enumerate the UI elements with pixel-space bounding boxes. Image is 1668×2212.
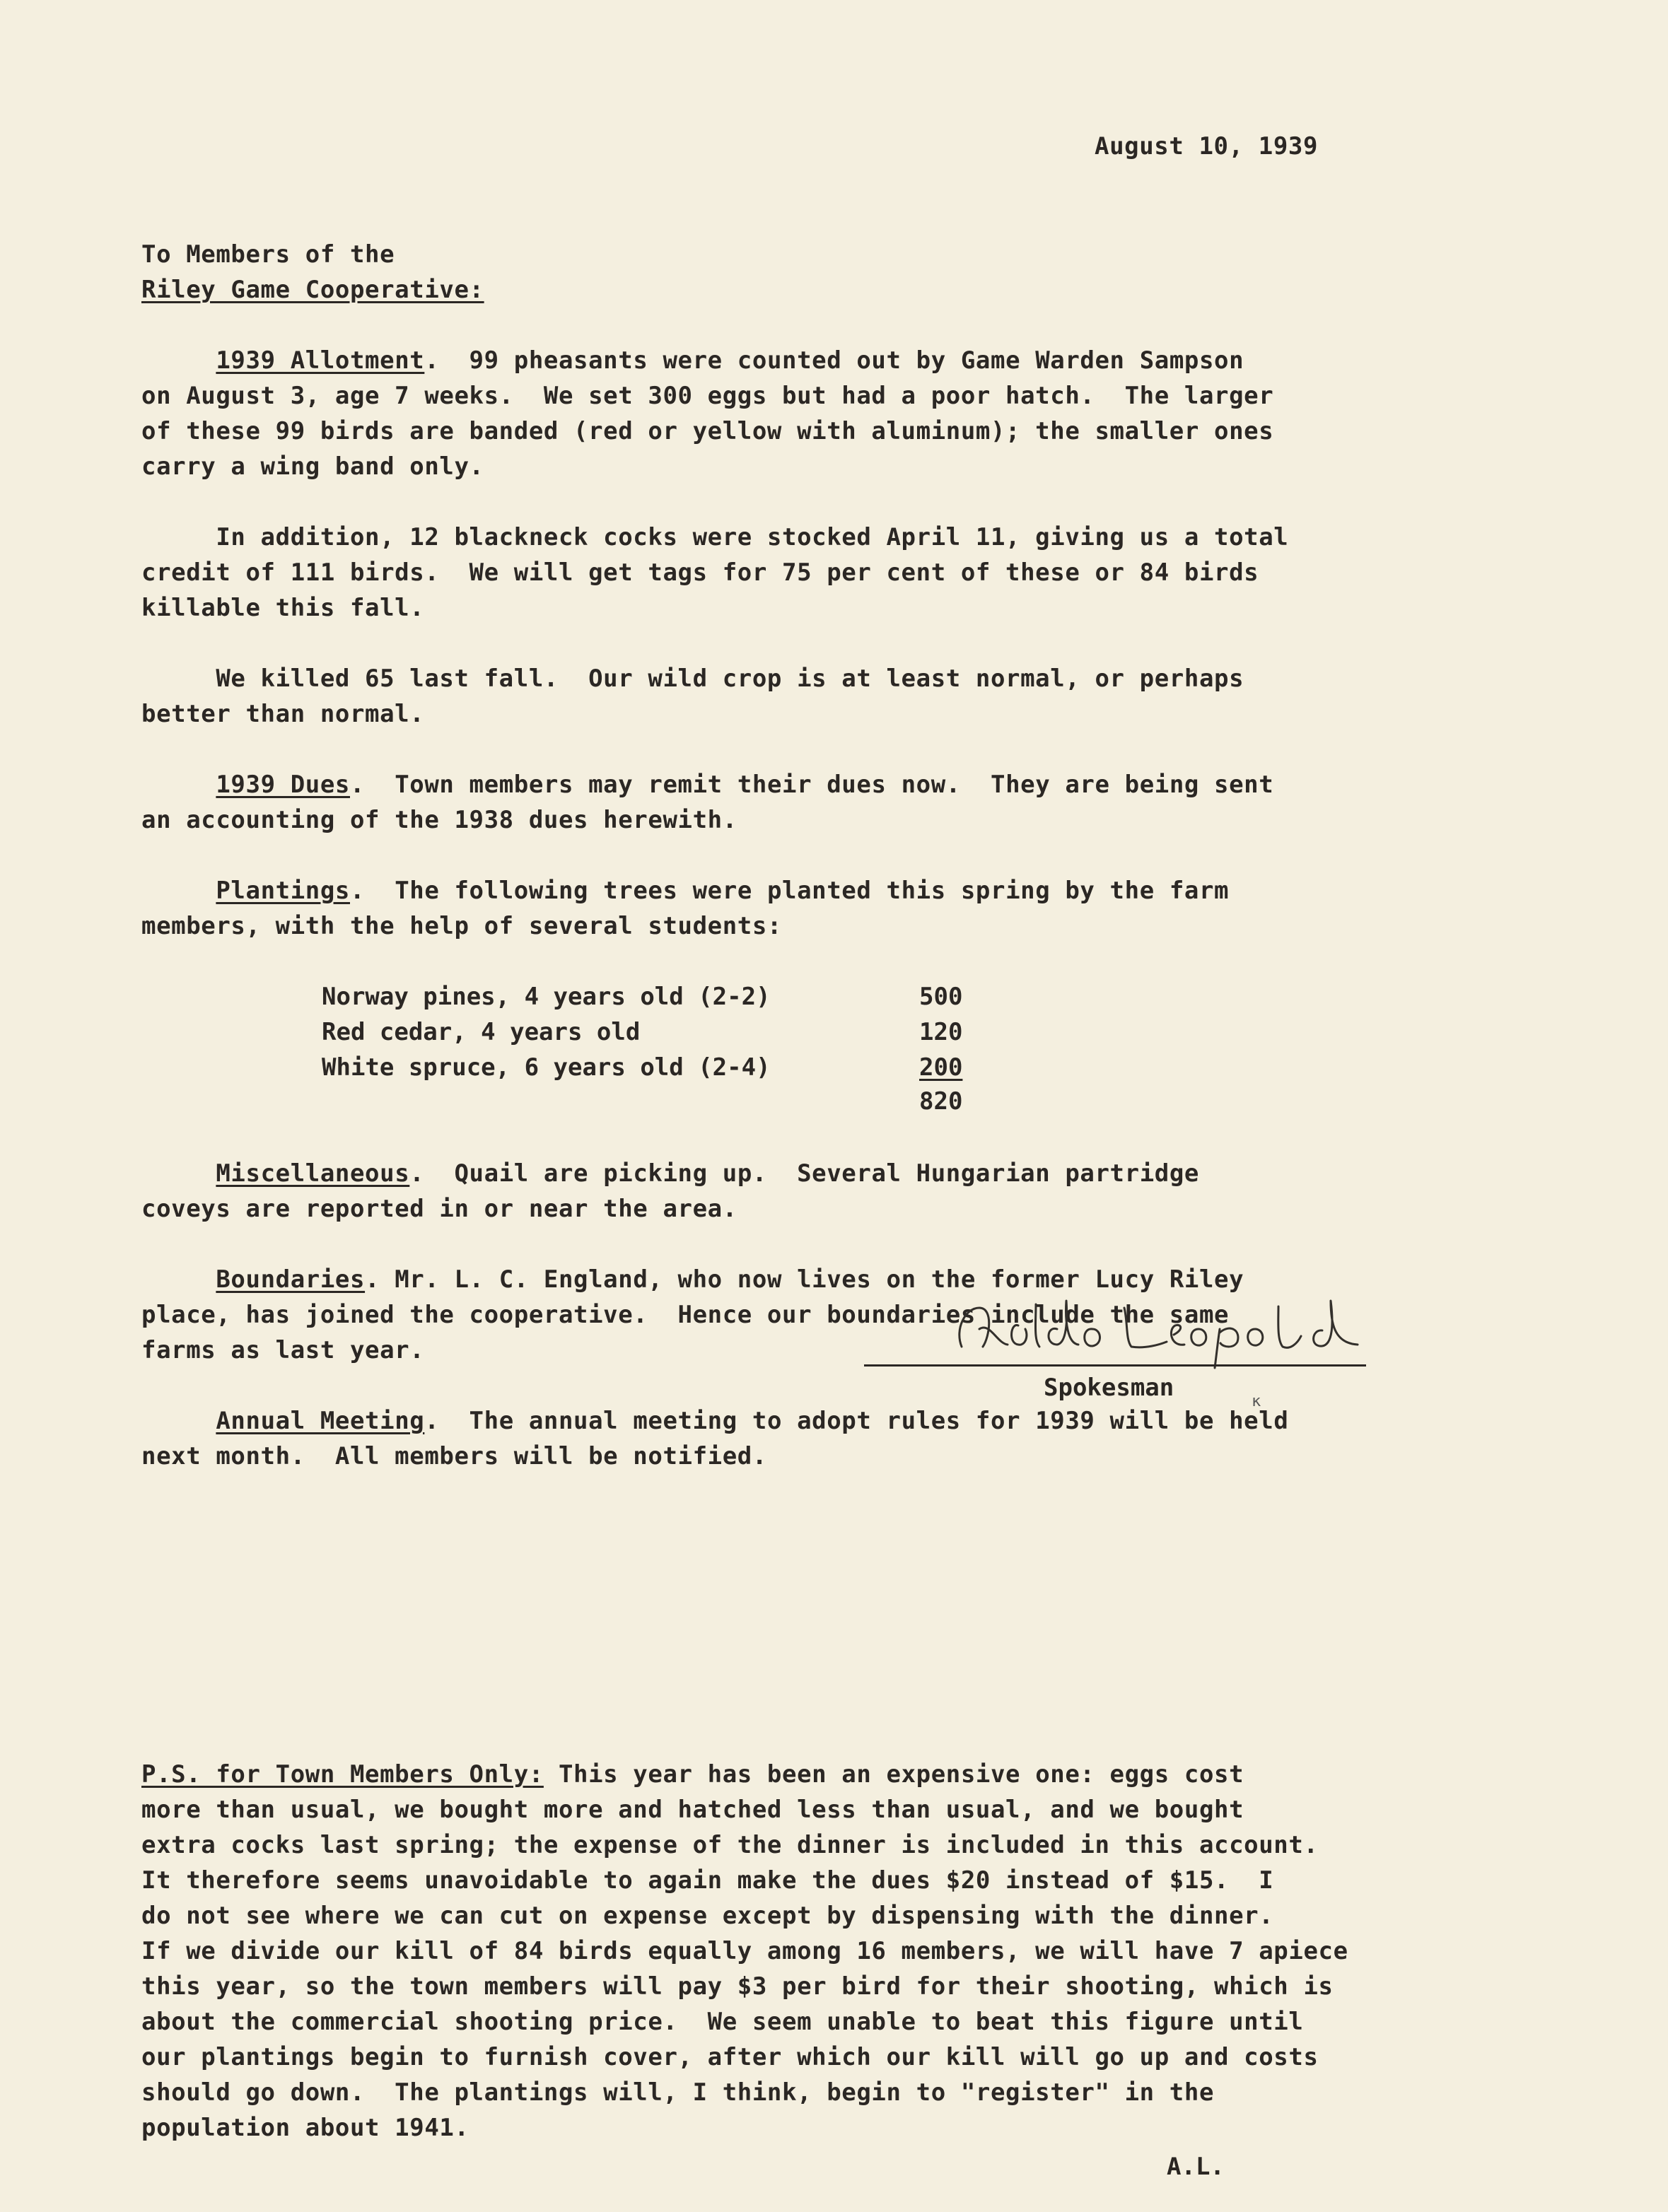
ps-line-10: should go down. The plantings will, I think, begin to "register" in the (141, 2078, 1215, 2107)
ps-line-6: If we divide our kill of 84 birds equally among 16 members, we will have 7 apiece (141, 1937, 1348, 1965)
signature-title: Spokesman (1044, 1374, 1174, 1402)
allotment-line-1 (141, 343, 1244, 378)
ps-line-7: this year, so the town members will pay $3 per bird for their shooting, which is (141, 1972, 1334, 2001)
tree-count-3: 200 (919, 1053, 963, 1082)
ps-line-8: about the commercial shooting price. We seem unable to beat this figure until (141, 2008, 1304, 2036)
letter-date: August 10, 1939 (1095, 132, 1319, 160)
boundaries-heading: Boundaries (216, 1265, 366, 1294)
allotment-line-3: of these 99 birds are banded (red or yellow with aluminum); the smaller ones (141, 417, 1274, 445)
tree-name-1: Norway pines, 4 years old (2-2) (322, 983, 771, 1011)
meeting-line-1 (141, 1403, 1288, 1439)
salutation-org: Riley Game Cooperative: (141, 276, 484, 304)
killed-line-2: better than normal. (141, 700, 425, 728)
ps-line-1 (141, 1757, 1244, 1792)
dues-heading: 1939 Dues (216, 771, 350, 799)
signature-line (864, 1364, 1366, 1367)
meeting-line-2: next month. All members will be notified. (141, 1442, 767, 1470)
allotment-line-4: carry a wing band only. (141, 452, 484, 481)
tree-count-1: 500 (919, 983, 963, 1011)
blackneck-line-2: credit of 111 birds. We will get tags for 75 per cent of these or 84 birds (141, 558, 1259, 587)
handwritten-signature (940, 1280, 1365, 1371)
ps-line-2: more than usual, we bought more and hatched less than usual, and we bought (141, 1796, 1244, 1824)
ps-line-11: population about 1941. (141, 2114, 470, 2142)
initials: A.L. (1167, 2153, 1225, 2181)
small-mark: ĸ (1252, 1393, 1261, 1410)
allotment-heading: 1939 Allotment (216, 346, 425, 375)
ps-text: This year has been an expensive one: eggs cost (543, 1760, 1244, 1789)
boundaries-line-2: place, has joined the cooperative. Hence our boundaries include the same (141, 1301, 1230, 1329)
boundaries-line-3: farms as last year. (141, 1336, 425, 1364)
tree-count-2: 120 (919, 1018, 963, 1046)
dues-text: . Town members may remit their dues now. They are being sent (350, 771, 1274, 799)
killed-line-1: We killed 65 last fall. Our wild crop is at least normal, or perhaps (141, 665, 1244, 693)
ps-line-4: It therefore seems unavoidable to again make the dues $20 instead of $15. I (141, 1866, 1274, 1895)
plantings-text: . The following trees were planted this spring by the farm (350, 877, 1230, 905)
misc-line-1 (141, 1156, 1199, 1191)
boundaries-text: . Mr. L. C. England, who now lives on the former Lucy Riley (365, 1265, 1244, 1294)
meeting-text: . The annual meeting to adopt rules for 1939 will be held (424, 1407, 1289, 1435)
salutation-line-1: To Members of the (141, 240, 395, 269)
misc-heading: Miscellaneous (216, 1159, 410, 1188)
trees-total: 820 (919, 1087, 963, 1116)
ps-line-9: our plantings begin to furnish cover, after which our kill will go up and costs (141, 2043, 1319, 2071)
meeting-heading: Annual Meeting (216, 1407, 425, 1435)
tree-name-2: Red cedar, 4 years old (322, 1018, 641, 1046)
plantings-line-1 (141, 873, 1229, 908)
salutation-line-2 (141, 272, 484, 308)
ps-line-3: extra cocks last spring; the expense of the dinner is included in this account. (141, 1831, 1319, 1859)
allotment-line-2: on August 3, age 7 weeks. We set 300 eggs but had a poor hatch. The larger (141, 382, 1274, 410)
blackneck-line-3: killable this fall. (141, 594, 425, 622)
blackneck-line-1: In addition, 12 blackneck cocks were stocked April 11, giving us a total (141, 523, 1289, 551)
allotment-text: . 99 pheasants were counted out by Game Warden Sampson (424, 346, 1244, 375)
ps-line-5: do not see where we can cut on expense except by dispensing with the dinner. (141, 1902, 1274, 1930)
plantings-line-2: members, with the help of several students: (141, 912, 782, 940)
misc-text: . Quail are picking up. Several Hungarian partridge (409, 1159, 1199, 1188)
dues-line-2: an accounting of the 1938 dues herewith. (141, 806, 737, 834)
dues-line-1 (141, 767, 1273, 802)
tree-name-3: White spruce, 6 years old (2-4) (322, 1053, 771, 1082)
misc-line-2: coveys are reported in or near the area. (141, 1195, 737, 1223)
ps-heading: P.S. for Town Members Only: (141, 1760, 544, 1789)
plantings-heading: Plantings (216, 877, 350, 905)
